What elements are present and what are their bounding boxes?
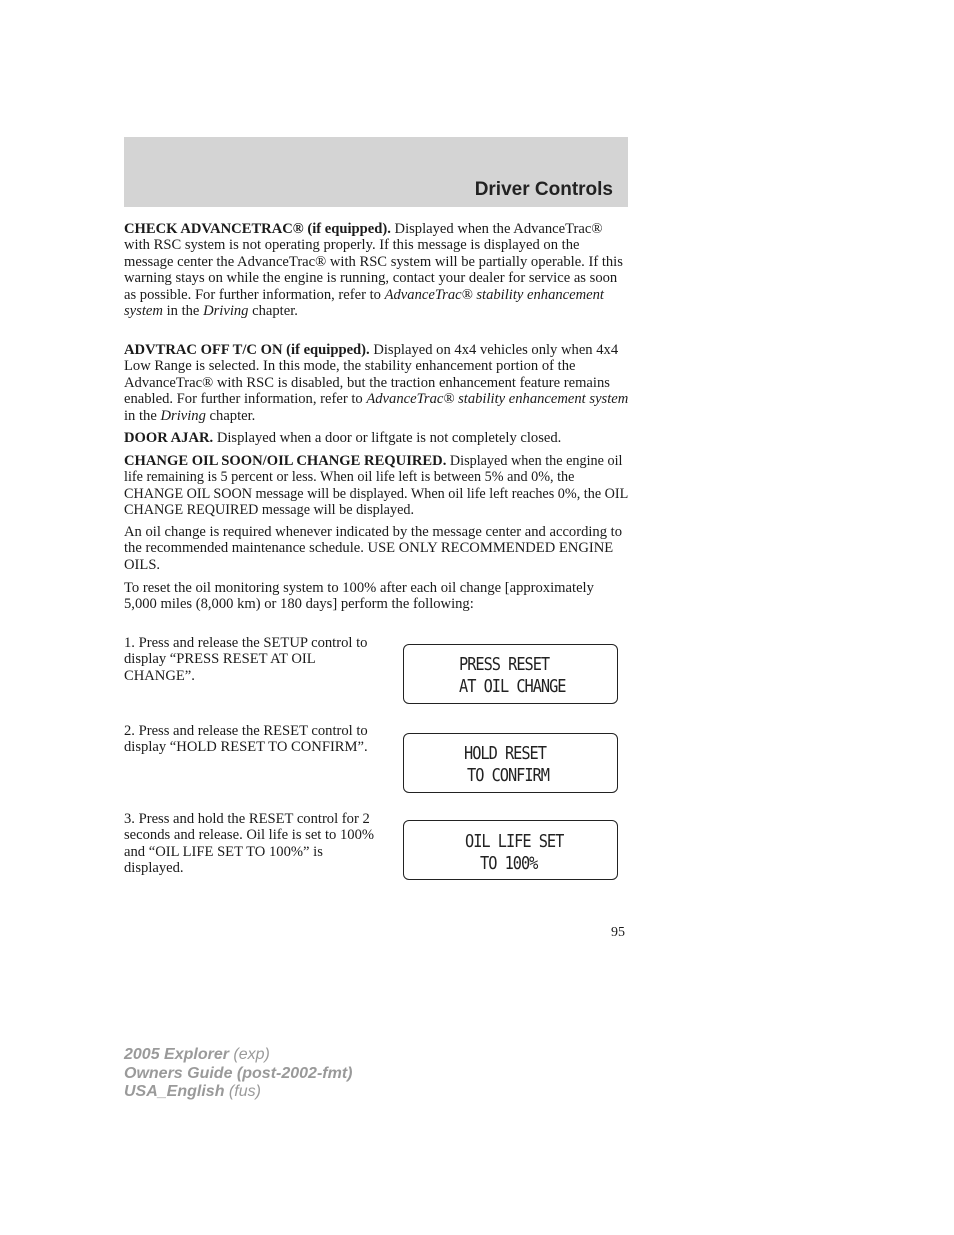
chapter-title: Driver Controls <box>474 179 613 200</box>
lcd-line-2: TO CONFIRM <box>467 765 549 786</box>
text-in-the: in the <box>162 303 204 320</box>
step-1-text: 1. Press and release the SETUP control to display “PRESS RESET AT OIL CHANGE”. <box>124 635 368 684</box>
text-advtrac-off: Displayed on 4x4 vehicles only when 4x4 Low Range is selected. In this mode, the stability enhancement portion of the AdvanceTrac® with RSC is disabled, but the traction enhancement feature remains enabled. For further information, refer to <box>124 342 619 408</box>
chapter-header-band <box>124 137 628 207</box>
section-advtrac-off <box>124 342 630 424</box>
footer-model: 2005 Explorer <box>124 1046 229 1063</box>
lcd-display-oil-life-set <box>403 820 618 880</box>
document-footer <box>124 1046 352 1102</box>
text-chapter-2: chapter. <box>205 407 256 424</box>
lcd-line-2: TO 100% <box>480 853 538 874</box>
text-door-ajar: Displayed when a door or liftgate is not completely closed. <box>213 430 562 446</box>
paragraph-advtrac-off <box>124 342 630 424</box>
text-in-the-2: in the <box>124 407 161 424</box>
page-number: 95 <box>611 925 625 940</box>
heading-door-ajar: DOOR AJAR. <box>124 430 214 446</box>
step-2-text: 2. Press and release the RESET control to display “HOLD RESET TO CONFIRM”. <box>124 723 368 756</box>
lcd-display-press-reset <box>403 644 618 704</box>
paragraph-check-advancetrac <box>124 221 630 319</box>
heading-advtrac-off: ADVTRAC OFF T/C ON (if equipped). <box>124 342 370 358</box>
ref-advancetrac-system-2: AdvanceTrac® stability enhancement system <box>366 391 629 408</box>
step-3-text: 3. Press and hold the RESET control for 2 seconds and release. Oil life is set to 100% and “OIL LIFE SET TO 100%” is displayed. <box>124 811 375 877</box>
paragraph-reset-intro: To reset the oil monitoring system to 100% after each oil change [approximately 5,000 miles (8,000 km) or 180 days] perform the following: <box>124 580 594 613</box>
lcd-line-1: OIL LIFE SET <box>465 831 564 852</box>
lcd-line-2: AT OIL CHANGE <box>459 676 566 697</box>
paragraph-oil-required: An oil change is required whenever indicated by the message center and according to the recommended maintenance schedule. USE ONLY RECOMMENDED ENGINE OILS. <box>124 524 623 573</box>
lcd-line-1: PRESS RESET <box>459 654 550 675</box>
heading-check-advancetrac: CHECK ADVANCETRAC® (if equipped). <box>124 221 391 237</box>
text-change-oil: Displayed when the engine oil life remaining is 5 percent or less. When oil life left is between 5% and 0%, the CHANGE OIL SOON message will be displayed. When oil life left reaches 0%, the OIL CHANGE REQUIRED message will be displayed. <box>124 453 628 519</box>
footer-guide: Owners Guide (post-2002-fmt) <box>124 1064 353 1082</box>
section-oil-required <box>124 524 630 573</box>
footer-model-code: (exp) <box>228 1046 270 1063</box>
paragraph-door-ajar <box>124 430 630 446</box>
footer-language: USA_English <box>124 1083 225 1100</box>
section-check-advancetrac <box>124 221 630 319</box>
ref-driving-chapter-2: Driving <box>160 407 206 424</box>
footer-line-3 <box>124 1083 352 1102</box>
section-change-oil <box>124 453 630 519</box>
footer-line-1 <box>124 1046 352 1065</box>
text-check-advancetrac: Displayed when the AdvanceTrac® with RSC system is not operating properly. If this message is displayed on the message center the AdvanceTrac® with RSC system will be partially operable. If this warning stays on while the engine is running, contact your dealer for service as soon as possible. For further information, refer to <box>124 221 623 303</box>
section-door-ajar <box>124 430 630 446</box>
ref-advancetrac-system: AdvanceTrac® stability enhancement system <box>124 286 604 320</box>
paragraph-change-oil <box>124 453 630 519</box>
text-chapter: chapter. <box>248 303 298 320</box>
heading-change-oil: CHANGE OIL SOON/OIL CHANGE REQUIRED. <box>124 453 447 469</box>
lcd-display-hold-reset <box>403 733 618 793</box>
ref-driving-chapter: Driving <box>203 303 249 320</box>
footer-language-code: (fus) <box>224 1083 261 1100</box>
section-reset-intro <box>124 580 630 613</box>
lcd-line-1: HOLD RESET <box>464 743 546 764</box>
footer-line-2 <box>124 1065 352 1084</box>
